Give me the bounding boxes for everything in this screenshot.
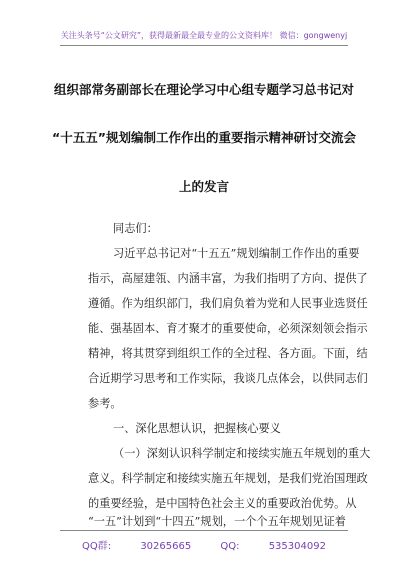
footer-note: QQ群: 30265665 QQ: 535304092 (82, 541, 326, 552)
document-title-line-3: 上的发言 (178, 179, 229, 194)
body-line: 指示，高屋建瓴、内涵丰富，为我们指明了方向、提供了 (88, 272, 368, 285)
footer-divider (60, 530, 348, 531)
body-line: 的重要经验，是中国特色社会主义的重要政治优势。从 (88, 497, 357, 510)
header-note: 关注头条号“公文研究”，获得最新最全最专业的公文资料库！ 微信：gongwenyj (60, 31, 348, 40)
header-divider (60, 45, 348, 46)
section-heading: 一、深化思想认识，把握核心要义 (113, 422, 281, 435)
body-line: 能、强基固本、育才聚才的重要使命，必须深刻领会指示 (88, 322, 368, 335)
body-line: （一）深刻认识科学制定和接续实施五年规划的重大 (113, 447, 371, 460)
body-line: 精神，将其贯穿到组织工作的全过程、各方面。下面，结 (88, 347, 368, 360)
salutation: 同志们： (113, 222, 158, 235)
document-title-line-2: “十五五”规划编制工作作出的重要指示精神研讨交流会 (52, 130, 356, 145)
document-title-line-1: 组织部常务副部长在理论学习中心组专题学习总书记对 (53, 82, 354, 97)
body-line: 参考。 (88, 397, 122, 410)
body-line: 合近期学习思考和工作实际，我谈几点体会，以供同志们 (88, 372, 368, 385)
body-line: 习近平总书记对“十五五”规划编制工作作出的重要 (113, 247, 360, 260)
body-line: “一五”计划到“十四五”规划，一个个五年规划见证着 (88, 515, 346, 528)
body-line: 意义。科学制定和接续实施五年规划，是我们党治国理政 (88, 472, 368, 485)
body-line: 遵循。作为组织部门，我们肩负着为党和人民事业选贤任 (88, 297, 368, 310)
